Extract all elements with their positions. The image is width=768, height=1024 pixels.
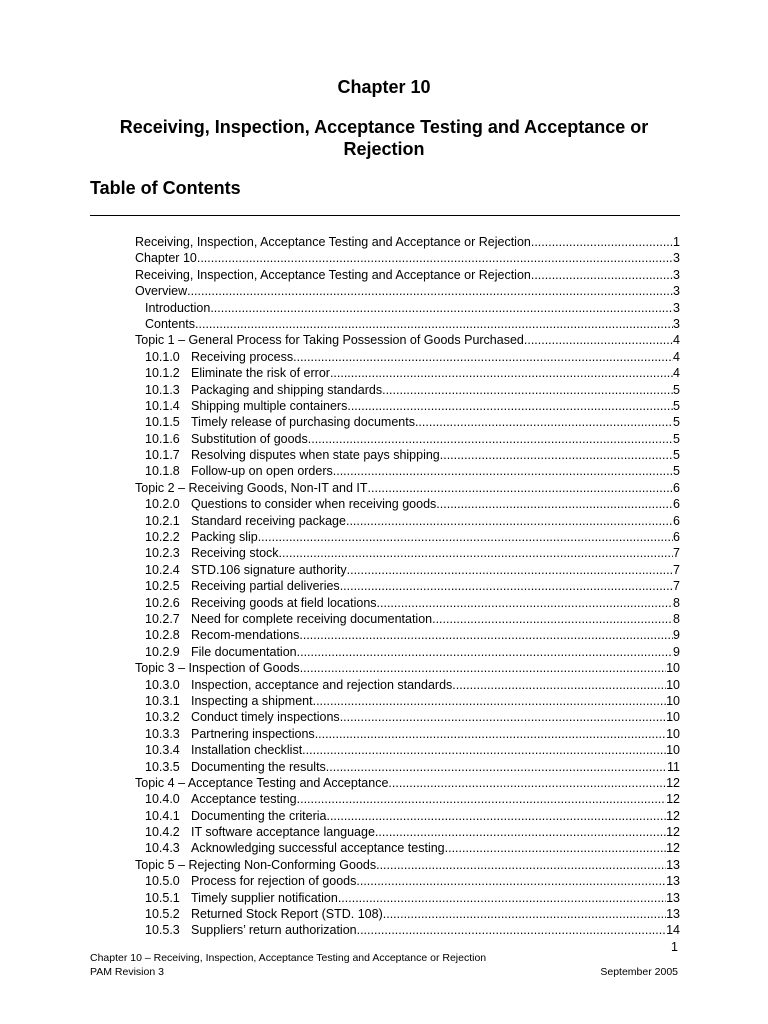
toc-entry-page: 12	[666, 825, 680, 840]
toc-entry-title: Standard receiving package	[191, 513, 346, 528]
toc-entry-number: 10.4.1	[145, 808, 180, 823]
toc-entry-page: 10	[666, 693, 680, 708]
toc-entry[interactable]	[135, 627, 680, 643]
toc-entry-number: 10.4.3	[145, 841, 180, 856]
toc-entry-page: 12	[666, 808, 680, 823]
toc-entry-title: Receiving partial deliveries	[191, 579, 340, 594]
toc-dot-leader	[368, 480, 674, 496]
toc-entry-number: 10.2.2	[145, 530, 180, 545]
toc-entry-page: 13	[666, 857, 680, 872]
toc-entry-page: 6	[673, 530, 680, 545]
toc-dot-leader	[326, 759, 667, 775]
toc-entry-page: 3	[673, 267, 680, 282]
toc-entry-number: 10.3.0	[145, 677, 180, 692]
toc-entry[interactable]	[135, 775, 680, 791]
toc-list	[135, 234, 680, 939]
toc-entry-title: Contents	[145, 316, 196, 331]
toc-entry-title: Questions to consider when receiving goods	[191, 497, 437, 512]
toc-entry-number: 10.1.7	[145, 448, 180, 463]
toc-dot-leader	[297, 644, 673, 660]
toc-entry[interactable]	[135, 545, 680, 561]
toc-entry-title: Documenting the results	[191, 759, 326, 774]
toc-entry-title: Receiving stock	[191, 546, 279, 561]
toc-entry[interactable]	[135, 693, 680, 709]
toc-dot-leader	[326, 808, 666, 824]
toc-entry-title: Topic 3 – Inspection of Goods	[135, 661, 300, 676]
toc-entry-page: 5	[673, 464, 680, 479]
toc-entry[interactable]	[135, 660, 680, 676]
toc-entry-title: Installation checklist	[191, 743, 303, 758]
toc-entry[interactable]	[135, 759, 680, 775]
toc-entry-title: Topic 4 – Acceptance Testing and Acceptance	[135, 775, 389, 790]
toc-entry-title: Receiving, Inspection, Acceptance Testing and Acceptance or Rejection	[135, 235, 531, 249]
toc-entry-title: Receiving process	[191, 349, 294, 364]
toc-entry-title: Acknowledging successful acceptance testing	[191, 841, 445, 856]
toc-entry-title: Topic 1 – General Process for Taking Possession of Goods Purchased	[135, 333, 524, 348]
toc-entry-page: 9	[673, 628, 680, 643]
toc-entry-number: 10.4.0	[145, 792, 180, 807]
toc-entry-number: 10.5.1	[145, 890, 180, 905]
toc-entry-title: Topic 5 – Rejecting Non-Conforming Goods	[135, 857, 377, 872]
toc-entry-title: Returned Stock Report (STD. 108)	[191, 907, 383, 922]
toc-dot-leader	[315, 726, 666, 742]
toc-dot-leader	[432, 611, 673, 627]
toc-entry-title: Resolving disputes when state pays shipping	[191, 448, 440, 463]
toc-entry-page: 4	[673, 366, 680, 381]
toc-entry-number: 10.1.0	[145, 349, 180, 364]
toc-entry-title: Need for complete receiving documentation	[191, 611, 433, 626]
toc-entry-number: 10.2.4	[145, 562, 180, 577]
toc-entry-number: 10.2.0	[145, 497, 180, 512]
toc-dot-leader	[340, 578, 673, 594]
toc-entry-page: 5	[673, 448, 680, 463]
toc-entry-number: 10.3.3	[145, 726, 180, 741]
toc-dot-leader	[377, 595, 674, 611]
toc-entry[interactable]	[135, 644, 680, 660]
toc-dot-leader	[356, 873, 666, 889]
toc-dot-leader	[347, 562, 673, 578]
toc-entry[interactable]	[135, 611, 680, 627]
toc-dot-leader	[415, 414, 673, 430]
toc-dot-leader	[340, 709, 666, 725]
toc-entry-number: 10.1.4	[145, 398, 180, 413]
toc-entry-title: File documentation	[191, 644, 297, 659]
toc-entry-number: 10.1.8	[145, 464, 180, 479]
toc-entry-number: 10.3.5	[145, 759, 180, 774]
toc-entry-title: Suppliers’ return authorization	[191, 923, 357, 938]
toc-entry-page: 4	[673, 333, 680, 348]
toc-entry[interactable]	[135, 906, 680, 922]
toc-entry-page: 13	[666, 874, 680, 889]
toc-entry-title: Inspection, acceptance and rejection standards	[191, 677, 453, 692]
toc-entry-title: Shipping multiple containers	[191, 398, 348, 413]
toc-dot-leader	[197, 250, 673, 266]
toc-entry-number: 10.2.5	[145, 579, 180, 594]
toc-entry-page: 13	[666, 890, 680, 905]
toc-entry-number: 10.4.2	[145, 825, 180, 840]
toc-entry-number: 10.2.3	[145, 546, 180, 561]
toc-dot-leader	[347, 398, 673, 414]
toc-entry-number: 10.5.2	[145, 907, 180, 922]
toc-entry[interactable]	[135, 398, 680, 414]
toc-dot-leader	[531, 267, 673, 283]
toc-dot-leader	[388, 775, 666, 791]
toc-entry[interactable]	[135, 922, 680, 938]
toc-dot-leader	[382, 382, 673, 398]
toc-dot-leader	[524, 332, 673, 348]
toc-divider	[90, 215, 680, 216]
footer-chapter-title: Chapter 10 – Receiving, Inspection, Acceptance Testing and Acceptance or Rejection	[90, 952, 487, 964]
toc-entry-page: 4	[673, 349, 680, 364]
toc-entry-title: Conduct timely inspections	[191, 710, 340, 725]
toc-entry-title: Chapter 10	[135, 251, 197, 266]
toc-entry-title: Timely supplier notification	[191, 890, 338, 905]
toc-entry-number: 10.2.8	[145, 628, 180, 643]
toc-entry-page: 12	[666, 792, 680, 807]
toc-entry-title: Packaging and shipping standards	[191, 382, 383, 397]
toc-entry-page: 10	[666, 710, 680, 725]
toc-entry-title: Eliminate the risk of error	[191, 366, 330, 381]
toc-entry-page: 7	[673, 579, 680, 594]
toc-entry-title: Substitution of goods	[191, 431, 308, 446]
toc-entry-page: 7	[673, 546, 680, 561]
toc-dot-leader	[376, 857, 666, 873]
toc-entry-page: 7	[673, 562, 680, 577]
toc-entry[interactable]	[135, 726, 680, 742]
toc-entry-page: 5	[673, 415, 680, 430]
toc-entry-title: Partnering inspections	[191, 726, 315, 741]
toc-entry-page: 5	[673, 382, 680, 397]
toc-entry-title: Documenting the criteria	[191, 808, 327, 823]
toc-dot-leader	[187, 283, 673, 299]
toc-dot-leader	[300, 660, 666, 676]
toc-dot-leader	[330, 365, 673, 381]
toc-entry-number: 10.5.3	[145, 923, 180, 938]
toc-dot-leader	[258, 529, 673, 545]
chapter-heading: Chapter 10	[337, 77, 431, 97]
toc-entry-number: 10.5.0	[145, 874, 180, 889]
toc-dot-leader	[333, 463, 673, 479]
toc-heading: Table of Contents	[90, 178, 241, 198]
toc-entry-page: 1	[673, 235, 680, 249]
toc-entry-title: Receiving, Inspection, Acceptance Testing and Acceptance or Rejection	[135, 267, 531, 282]
toc-entry-number: 10.1.5	[145, 415, 180, 430]
toc-entry[interactable]	[135, 365, 680, 381]
toc-entry[interactable]	[135, 480, 680, 496]
toc-entry[interactable]	[135, 791, 680, 807]
footer-date: September 2005	[600, 966, 678, 978]
toc-entry[interactable]	[135, 824, 680, 840]
toc-entry[interactable]	[135, 431, 680, 447]
toc-entry-page: 11	[667, 759, 680, 774]
toc-entry-page: 3	[673, 300, 680, 315]
toc-dot-leader	[346, 513, 673, 529]
toc-entry-page: 10	[666, 726, 680, 741]
toc-entry-title: Overview	[135, 284, 188, 299]
toc-entry-number: 10.1.6	[145, 431, 180, 446]
toc-dot-leader	[440, 447, 673, 463]
toc-entry-title: Process for rejection of goods	[191, 874, 357, 889]
toc-entry[interactable]	[135, 595, 680, 611]
toc-entry-page: 3	[673, 316, 680, 331]
toc-entry-page: 10	[666, 661, 680, 676]
toc-entry-title: Packing slip	[191, 530, 258, 545]
toc-entry-page: 6	[673, 513, 680, 528]
toc-entry[interactable]	[135, 513, 680, 529]
toc-entry[interactable]	[135, 840, 680, 856]
toc-dot-leader	[210, 300, 673, 316]
toc-dot-leader	[452, 677, 666, 693]
toc-entry-page: 8	[673, 611, 680, 626]
toc-entry-title: Introduction	[145, 300, 211, 315]
toc-dot-leader	[338, 890, 666, 906]
toc-dot-leader	[302, 742, 666, 758]
toc-dot-leader	[293, 349, 673, 365]
toc-entry-number: 10.1.3	[145, 382, 180, 397]
toc-entry[interactable]	[135, 234, 680, 250]
page-number: 1	[671, 940, 678, 954]
toc-dot-leader	[357, 922, 666, 938]
toc-entry-page: 5	[673, 431, 680, 446]
toc-entry[interactable]	[135, 709, 680, 725]
toc-entry[interactable]	[135, 808, 680, 824]
toc-entry-page: 14	[666, 923, 680, 938]
toc-entry-page: 3	[673, 251, 680, 266]
toc-entry[interactable]	[135, 562, 680, 578]
toc-entry[interactable]	[135, 578, 680, 594]
toc-entry-page: 12	[666, 775, 680, 790]
toc-entry[interactable]	[135, 463, 680, 479]
toc-dot-leader	[313, 693, 666, 709]
toc-dot-leader	[375, 824, 666, 840]
toc-entry[interactable]	[135, 382, 680, 398]
toc-entry-title: Follow-up on open orders	[191, 464, 333, 479]
toc-entry-title: Inspecting a shipment	[191, 693, 313, 708]
toc-entry[interactable]	[135, 890, 680, 906]
toc-dot-leader	[299, 627, 673, 643]
toc-entry[interactable]	[135, 677, 680, 693]
toc-entry-page: 6	[673, 497, 680, 512]
toc-entry-page: 9	[673, 644, 680, 659]
toc-entry-title: Receiving goods at field locations	[191, 595, 377, 610]
toc-dot-leader	[195, 316, 673, 332]
toc-entry-number: 10.3.1	[145, 693, 180, 708]
toc-entry-number: 10.2.6	[145, 595, 180, 610]
toc-entry-page: 6	[673, 480, 680, 495]
toc-entry[interactable]	[135, 332, 680, 348]
toc-entry[interactable]	[135, 447, 680, 463]
toc-entry-page: 8	[673, 595, 680, 610]
toc-entry[interactable]	[135, 349, 680, 365]
toc-entry[interactable]	[135, 873, 680, 889]
toc-entry-page: 10	[666, 677, 680, 692]
toc-entry-number: 10.3.2	[145, 710, 180, 725]
document-title: Receiving, Inspection, Acceptance Testing and Acceptance or Rejection	[119, 117, 649, 159]
toc-entry-page: 10	[666, 743, 680, 758]
toc-entry[interactable]	[135, 316, 680, 332]
toc-dot-leader	[297, 791, 666, 807]
toc-dot-leader	[383, 906, 666, 922]
toc-entry[interactable]	[135, 742, 680, 758]
toc-entry[interactable]	[135, 496, 680, 512]
toc-entry[interactable]	[135, 529, 680, 545]
toc-entry[interactable]	[135, 300, 680, 316]
toc-entry-number: 10.3.4	[145, 743, 180, 758]
toc-entry-page: 5	[673, 398, 680, 413]
footer-left	[90, 951, 486, 979]
toc-entry-number: 10.2.1	[145, 513, 180, 528]
toc-entry-number: 10.2.9	[145, 644, 180, 659]
toc-entry-page: 12	[666, 841, 680, 856]
toc-entry-title: Topic 2 – Receiving Goods, Non-IT and IT	[135, 480, 368, 495]
toc-entry-title: STD.106 signature authority	[191, 562, 347, 577]
toc-entry-title: Timely release of purchasing documents	[191, 415, 415, 430]
toc-dot-leader	[436, 496, 673, 512]
toc-dot-leader	[531, 234, 673, 250]
toc-entry-page: 13	[666, 907, 680, 922]
toc-entry[interactable]	[135, 283, 680, 299]
toc-entry[interactable]	[135, 267, 680, 283]
toc-dot-leader	[308, 431, 673, 447]
toc-dot-leader	[279, 545, 674, 561]
toc-entry[interactable]	[135, 250, 680, 266]
toc-entry-title: Recom-mendations	[191, 628, 300, 643]
toc-entry[interactable]	[135, 414, 680, 430]
toc-dot-leader	[445, 840, 666, 856]
toc-entry-number: 10.1.2	[145, 366, 180, 381]
toc-entry[interactable]	[135, 857, 680, 873]
footer-revision: PAM Revision 3	[90, 966, 164, 978]
toc-entry-number: 10.2.7	[145, 611, 180, 626]
toc-entry-page: 3	[673, 284, 680, 299]
toc-entry-title: IT software acceptance language	[191, 825, 375, 840]
toc-entry-title: Acceptance testing	[191, 792, 297, 807]
